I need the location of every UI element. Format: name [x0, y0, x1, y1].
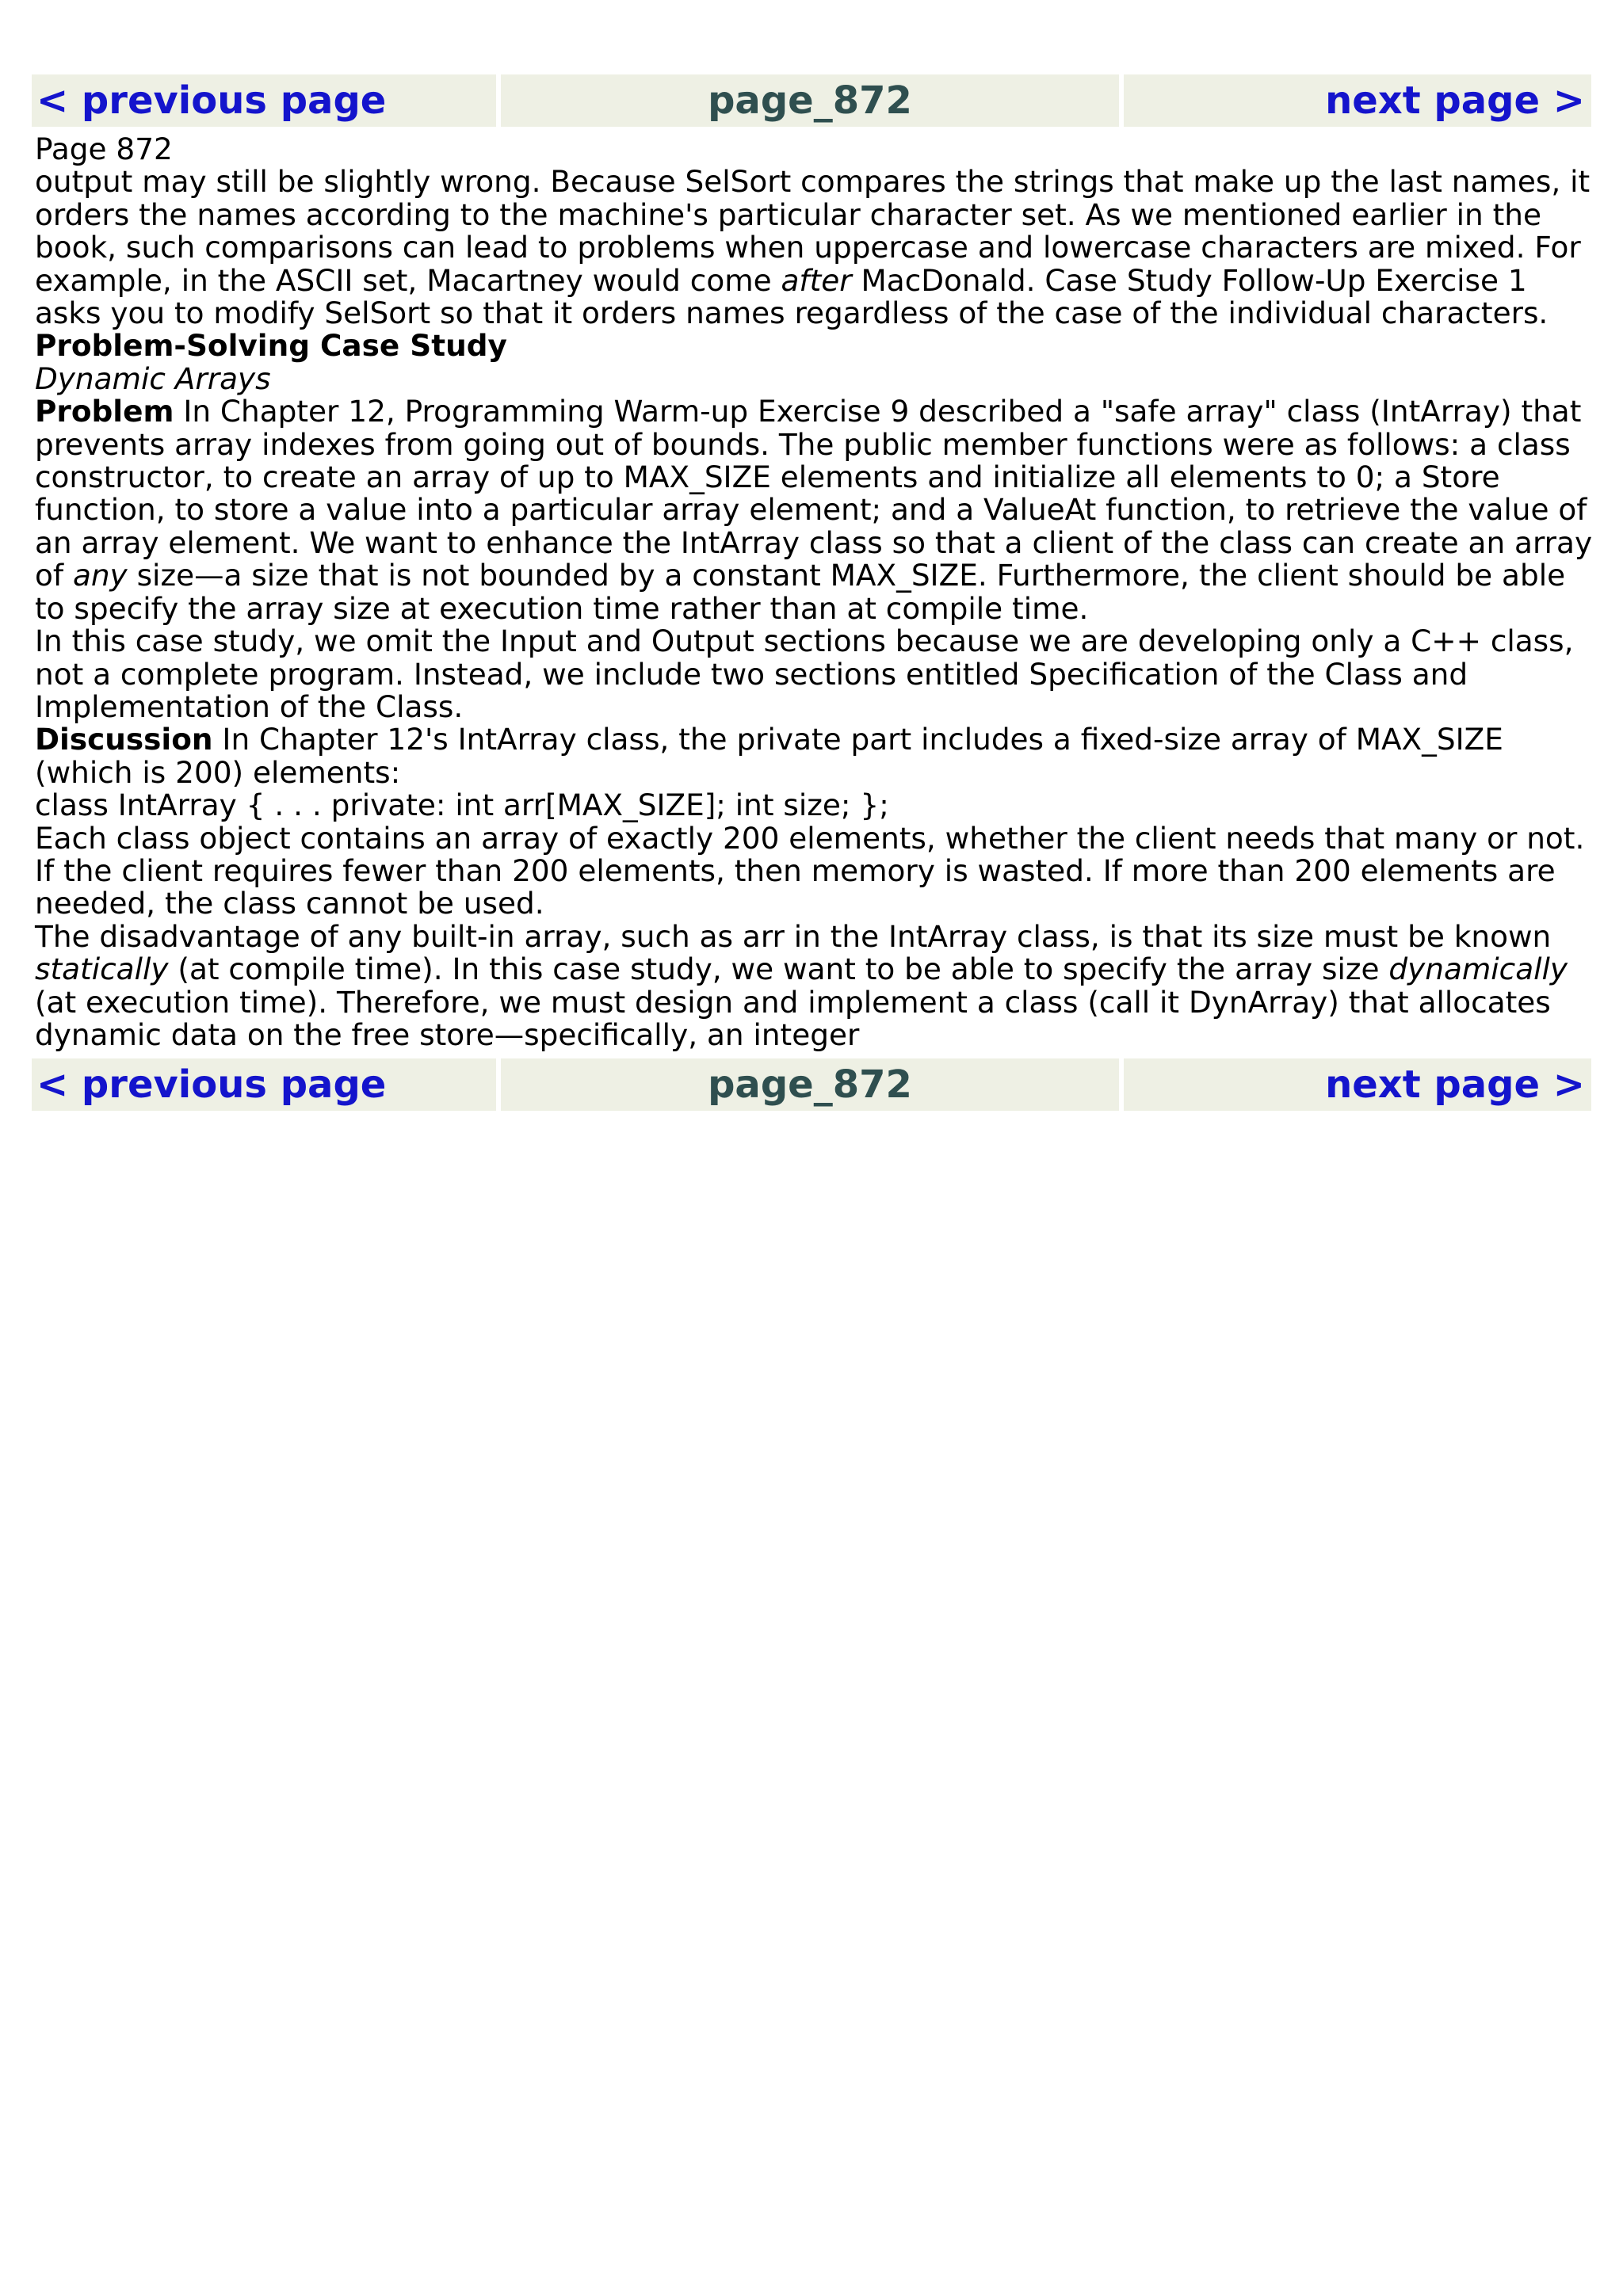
- next-page-link[interactable]: next page >: [1124, 74, 1591, 127]
- top-navigation-bar: [32, 74, 1591, 127]
- intro-paragraph: output may still be slightly wrong. Because SelSort compares the strings that make up the last names, it orders the names according to the machine's particular character set. As we mentioned earlier in the book, such comparisons can lead to problems when uppercase and lowercase characters are mixed. For example, in the ASCII set, Macartney would come after MacDonald. Case Study Follow-Up Exercise 1 asks you to modify SelSort so that it orders names regardless of the case of the individual characters.: [35, 164, 1591, 331]
- previous-page-link[interactable]: < previous page: [32, 1058, 496, 1111]
- discussion-paragraph: Discussion In Chapter 12's IntArray class, the private part includes a fixed-size array of MAX_SIZE (which is 200) elements:: [35, 722, 1503, 790]
- problem-paragraph: Problem In Chapter 12, Programming Warm-up Exercise 9 described a "safe array" class (IntArray) that prevents array indexes from going out of bounds. The public member functions were as follows: a class constructor, to create an array of up to MAX_SIZE elements and initialize all elements to 0; a Store function, to store a value into a particular array element; and a ValueAt function, to retrieve the value of an array element. We want to enhance the IntArray class so that a client of the class can create an array of any size—a size that is not bounded by a constant MAX_SIZE. Furthermore, the client should be able to specify the array size at execution time rather than at compile time.: [35, 394, 1593, 626]
- section-heading: Problem-Solving Case Study: [35, 328, 507, 364]
- next-page-link[interactable]: next page >: [1124, 1058, 1591, 1111]
- code-line: class IntArray { . . . private: int arr[MAX_SIZE]; int size; };: [35, 788, 889, 823]
- page-content: [35, 133, 1593, 1051]
- section-subtitle: Dynamic Arrays: [35, 360, 271, 396]
- page-number: Page 872: [35, 132, 173, 166]
- disadvantage-paragraph: The disadvantage of any built-in array, such as arr in the IntArray class, is that its size must be known statically (at compile time). In this case study, we want to be able to specify the array size dynamically (at execution time). Therefore, we must design and implement a class (call it DynArray) that allocates dynamic data on the free store—specifically, an integer: [35, 918, 1568, 1052]
- bottom-navigation-bar: [32, 1058, 1591, 1111]
- page-indicator: page_872: [501, 1058, 1119, 1111]
- each-paragraph: Each class object contains an array of exactly 200 elements, whether the client needs that many or not. If the client requires fewer than 200 elements, then memory is wasted. If more than 200 elements are needed, the class cannot be used.: [35, 820, 1585, 921]
- previous-page-link[interactable]: < previous page: [32, 74, 496, 127]
- omit-paragraph: In this case study, we omit the Input and Output sections because we are developing only a C++ class, not a complete program. Instead, we include two sections entitled Specification of the Class and Implementation of the Class.: [35, 624, 1574, 724]
- page-indicator: page_872: [501, 74, 1119, 127]
